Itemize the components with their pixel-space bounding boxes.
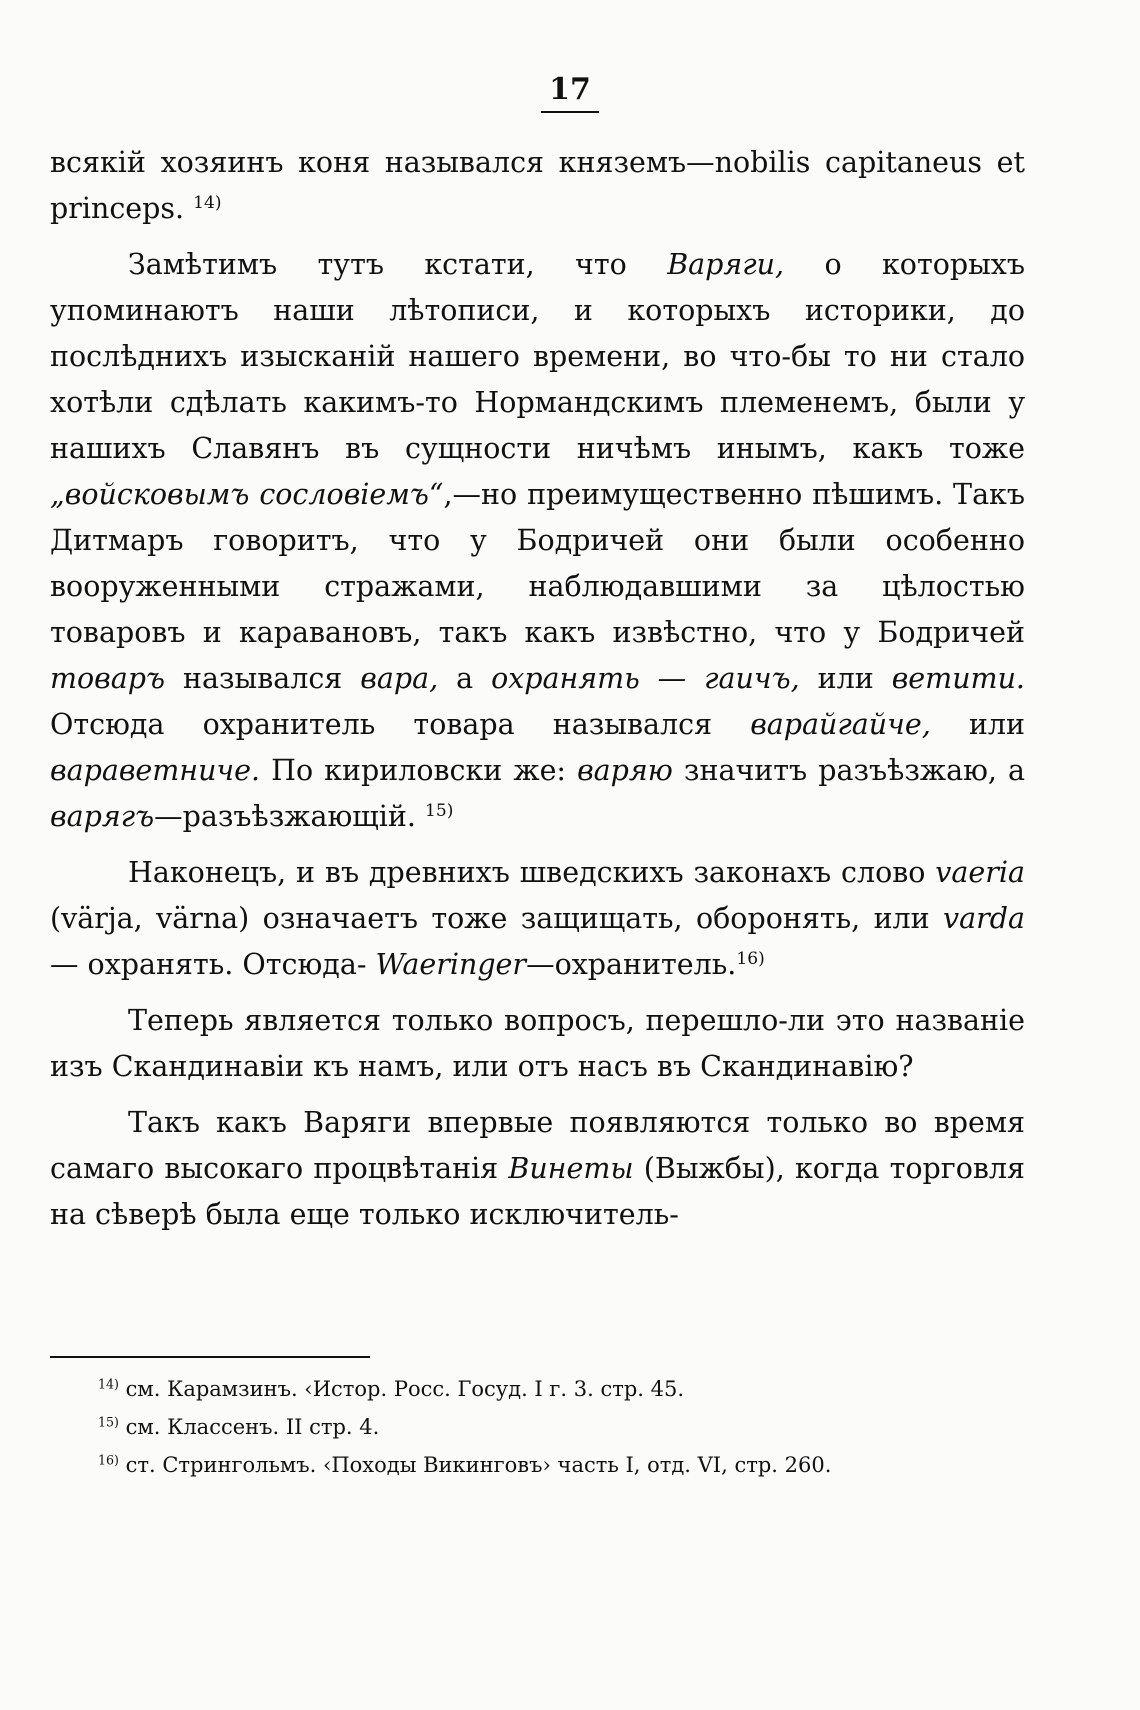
footnote-15: $^{15)}$ см. Классенъ. II стр. 4.: [98, 1414, 380, 1439]
footnote-ref-16: 16): [736, 948, 765, 969]
paragraph-3: Наконецъ, и въ древнихъ шведскихъ законахъ слово vaeria (värja, värna) означаетъ тоже защищать, оборонять, или varda — охранять. Отсюда- Waeringer—охранитель.$^{16)}$: [50, 856, 1025, 981]
footnote-ref-15: 15): [425, 800, 454, 821]
body-text: [50, 140, 1025, 1248]
footnote-ref-14: 14): [193, 192, 222, 213]
paragraph-1: всякій хозяинъ коня назывался княземъ—nobilis capitaneus et princeps. $^{14)}$: [50, 146, 1025, 225]
paragraph-5: Такъ какъ Варяги впервые появляются только во время самаго высокаго процвѣтанія Винеты (Выжбы), когда торговля на сѣверѣ была еще только исключитель-: [50, 1106, 1025, 1231]
footnote-16: $^{16)}$ ст. Стрингольмъ. ‹Походы Викинговъ› часть I, отд. VI, стр. 260.: [98, 1452, 832, 1477]
paragraph-4: Теперь является только вопросъ, перешло-ли это названіе изъ Скандинавіи къ намъ, или отъ насъ въ Скандинавію?: [50, 1004, 1025, 1083]
paragraph-2: Замѣтимъ тутъ кстати, что Варяги, о которыхъ упоминаютъ наши лѣтописи, и которыхъ историки, до послѣднихъ изысканій нашего времени, во что-бы то ни стало хотѣли сдѣлать какимъ-то Нормандскимъ племенемъ, были у нашихъ Славянъ въ сущности ничѣмъ инымъ, какъ тоже „войсковымъ сословіемъ“,—но преимущественно пѣшимъ. Такъ Дитмаръ говоритъ, что у Бодричей они были особенно вооруженными стражами, наблюдавшими за цѣлостью товаровъ и каравановъ, такъ какъ извѣстно, что у Бодричей товаръ назывался вара, а охранять — гаичъ, или ветити. Отсюда охранитель товара назывался варайгайче, или вараветниче. По кириловски же: варяю значитъ разъѣзжаю, а варягъ—разъѣзжающій. $^{15)}$: [50, 248, 1026, 833]
footnote-divider: [50, 1356, 370, 1358]
footnote-14: $^{14)}$ см. Карамзинъ. ‹Истор. Росс. Госуд. I г. 3. стр. 45.: [98, 1376, 685, 1401]
page-number: 17: [0, 72, 1140, 113]
footnotes: [98, 1372, 1018, 1486]
